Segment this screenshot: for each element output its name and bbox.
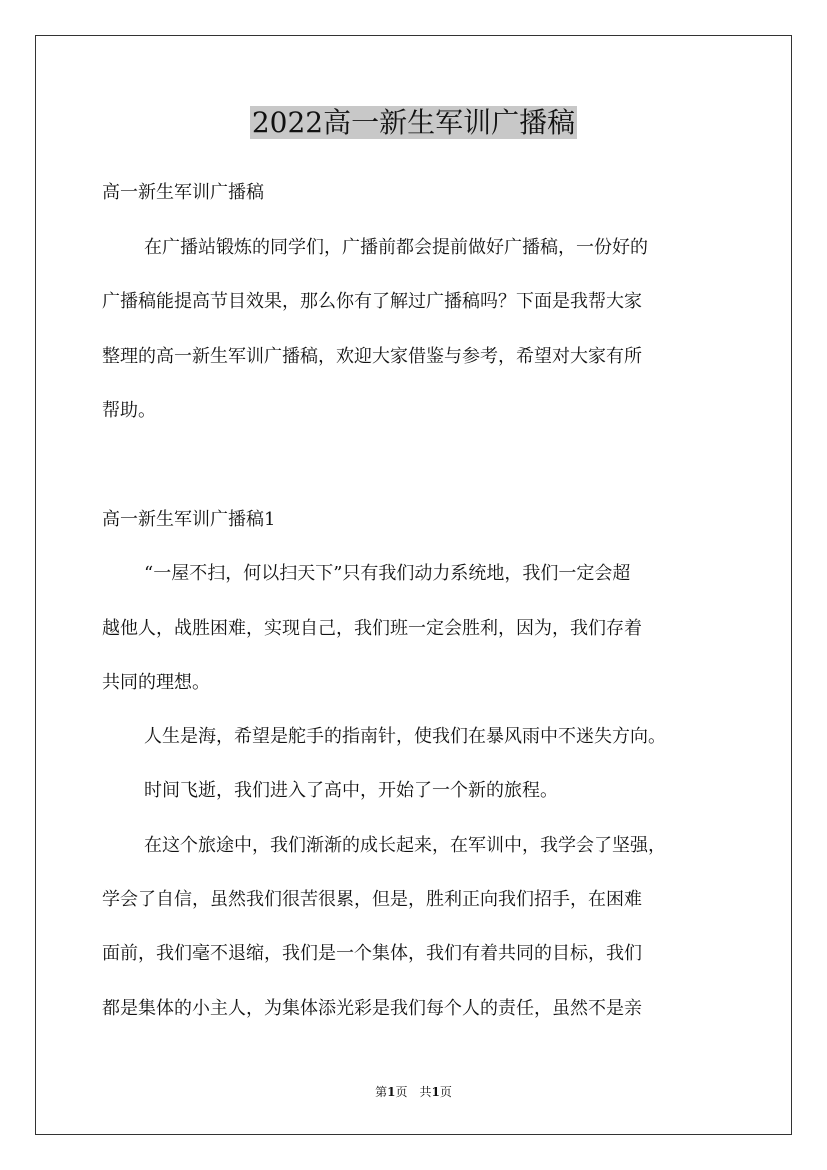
section-line-7: 学会了自信，虽然我们很苦很累，但是，胜利正向我们招手，在困难 — [102, 889, 642, 910]
footer-mid: 页 共 — [395, 1085, 432, 1099]
section-line-5: 时间飞逝，我们进入了高中，开始了一个新的旅程。 — [144, 780, 558, 801]
intro-line-2: 广播稿能提高节目效果，那么你有了解过广播稿吗？下面是我帮大家 — [102, 291, 642, 312]
intro-line-1: 在广播站锻炼的同学们，广播前都会提前做好广播稿，一份好的 — [144, 237, 648, 258]
section-line-3: 共同的理想。 — [102, 672, 210, 693]
intro-line-3: 整理的高一新生军训广播稿，欢迎大家借鉴与参考，希望对大家有所 — [102, 346, 642, 367]
section-line-9: 都是集体的小主人，为集体添光彩是我们每个人的责任，虽然不是亲 — [102, 998, 642, 1019]
section-line-2: 越他人，战胜困难，实现自己，我们班一定会胜利，因为，我们存着 — [102, 618, 642, 639]
document-title-text: 2022高一新生军训广播稿 — [251, 106, 576, 139]
section-line-8: 面前，我们毫不退缩，我们是一个集体，我们有着共同的目标，我们 — [102, 943, 642, 964]
section-line-4: 人生是海，希望是舵手的指南针，使我们在暴风雨中不迷失方向。 — [144, 726, 666, 747]
section-heading: 高一新生军训广播稿1 — [102, 509, 276, 530]
document-title — [0, 103, 827, 143]
footer-suffix: 页 — [439, 1085, 452, 1099]
footer-page-current: 1 — [387, 1085, 396, 1099]
section-line-6: 在这个旅途中，我们渐渐的成长起来，在军训中，我学会了坚强， — [144, 835, 666, 856]
page-footer — [0, 1084, 827, 1100]
footer-prefix: 第 — [375, 1085, 388, 1099]
intro-line-4: 帮助。 — [102, 400, 156, 421]
section-line-1: “一屋不扫，何以扫天下”只有我们动力系统地，我们一定会超 — [144, 563, 631, 584]
footer-page-total: 1 — [431, 1085, 440, 1099]
document-subtitle: 高一新生军训广播稿 — [102, 182, 264, 203]
